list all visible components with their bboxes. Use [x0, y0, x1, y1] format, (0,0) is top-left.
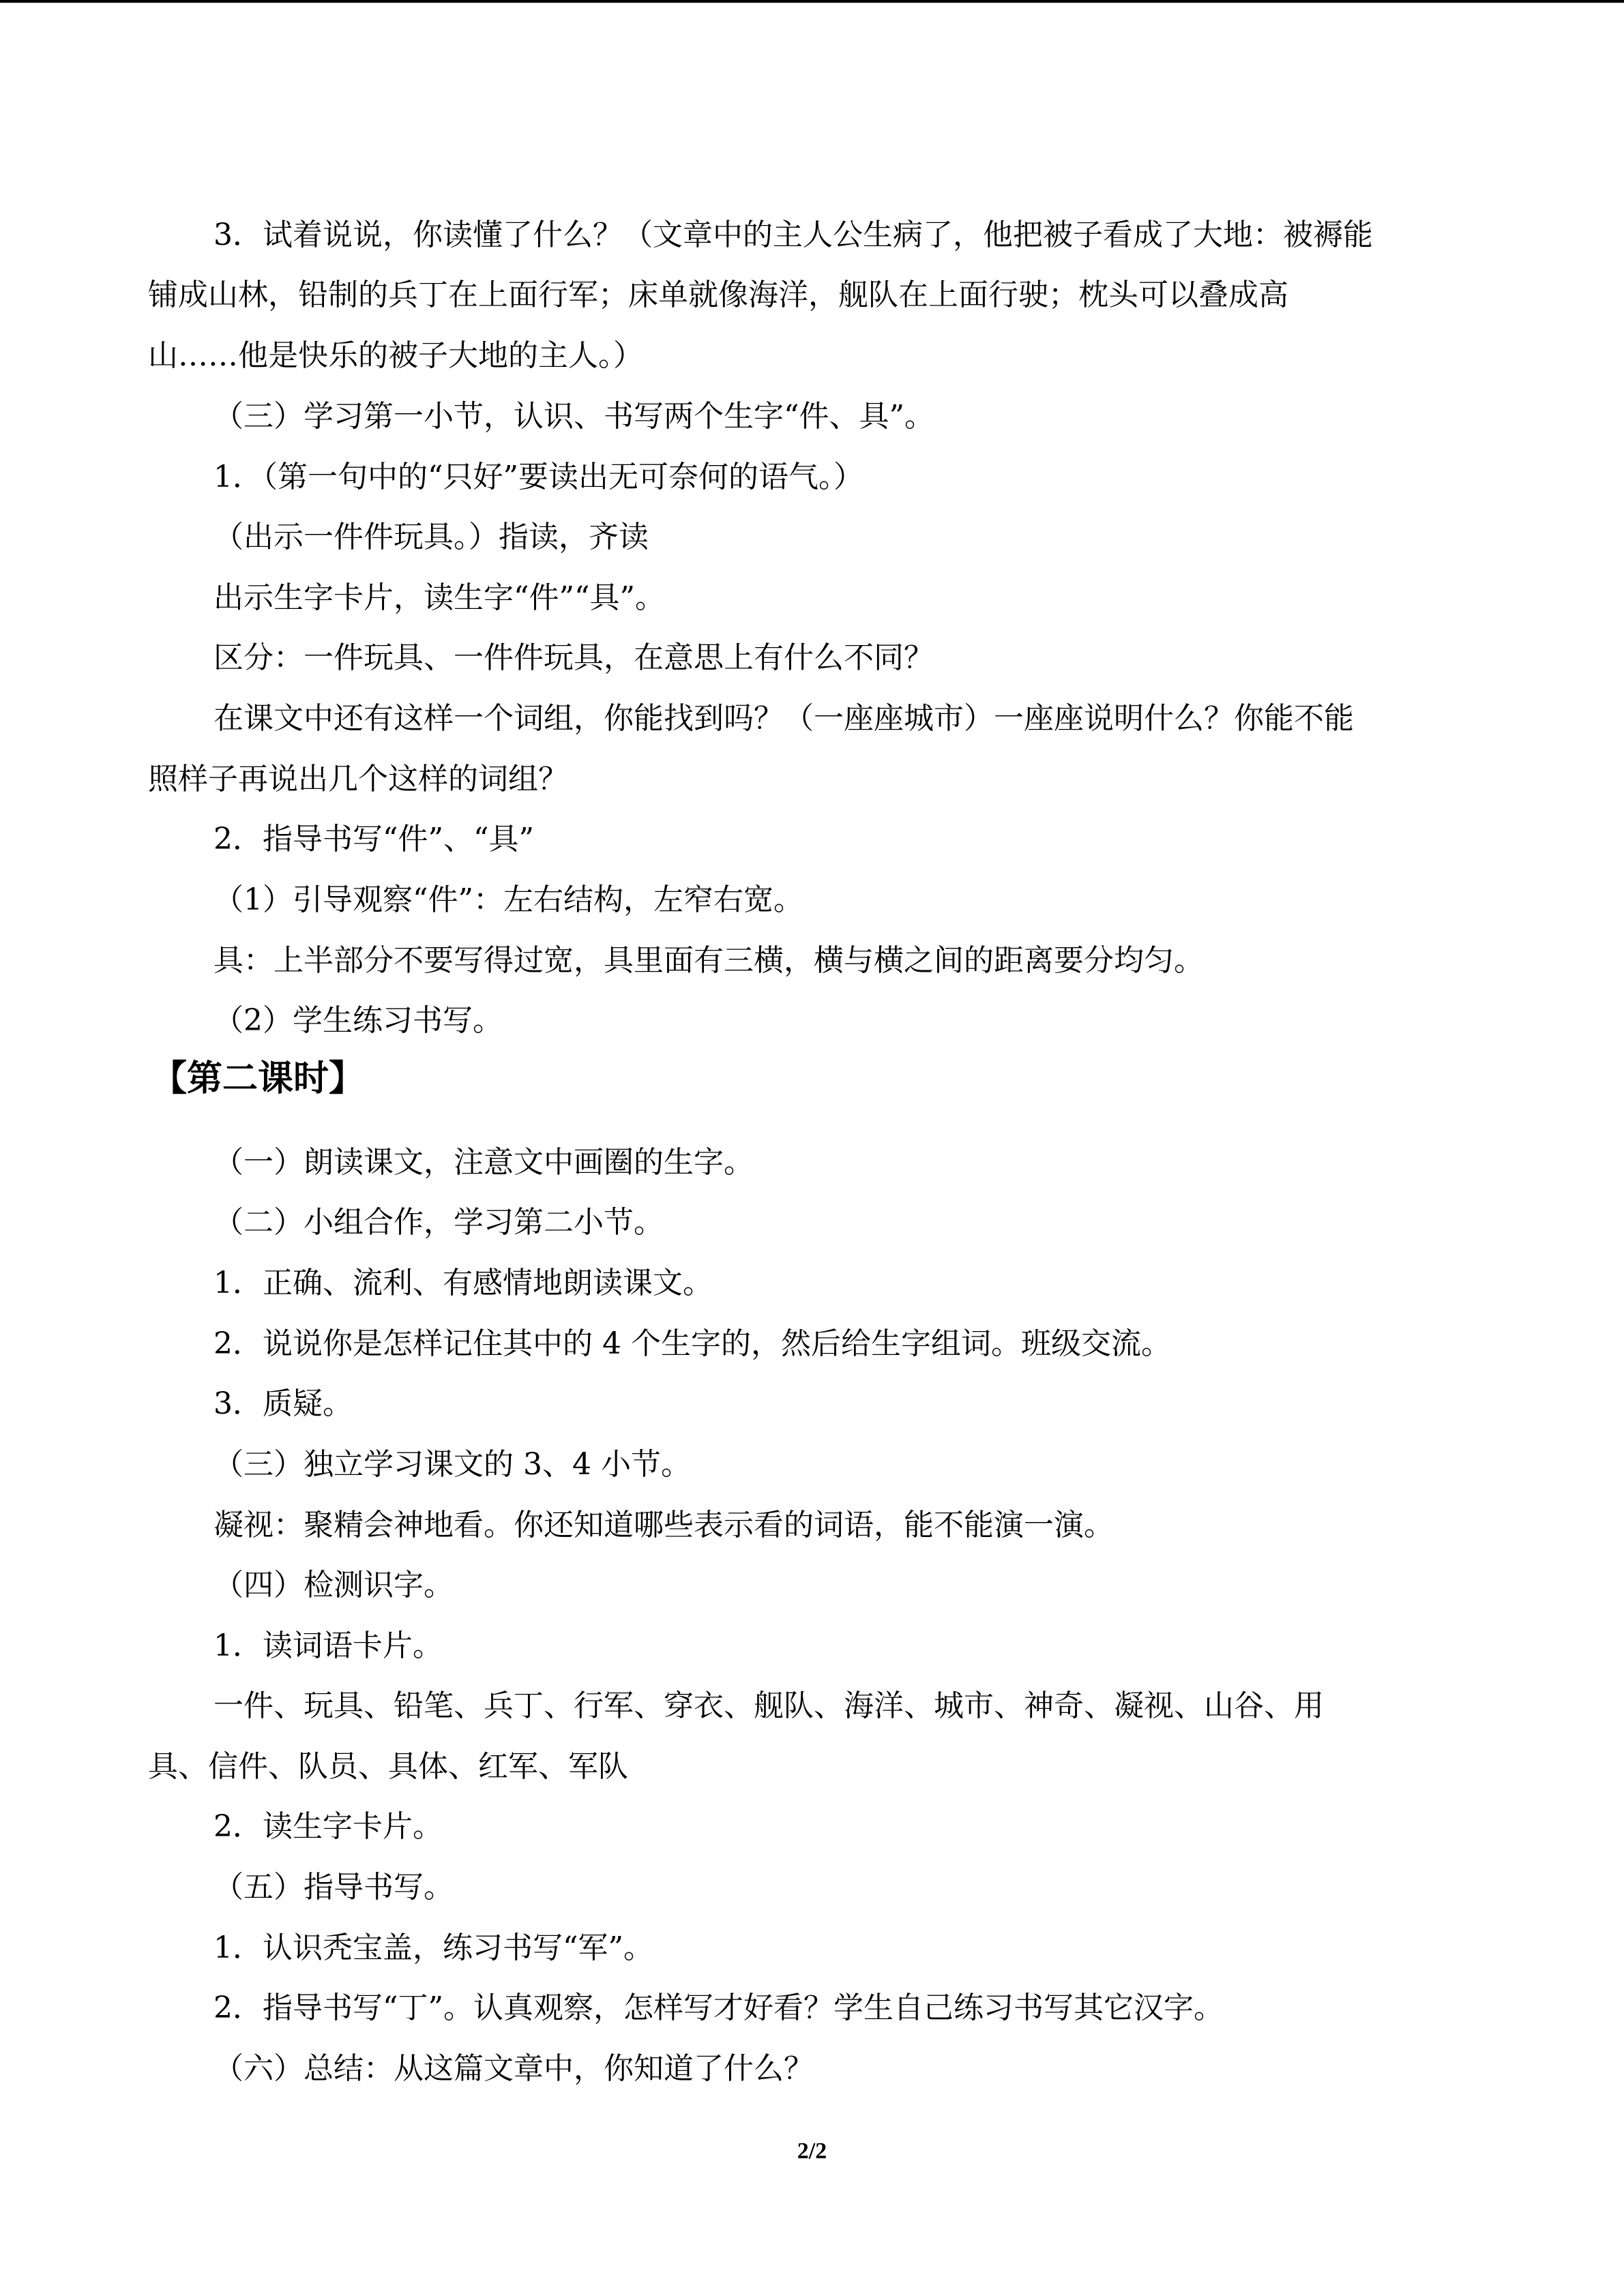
lesson-heading: 【第二课时】	[151, 1058, 365, 1099]
top-border-line	[0, 0, 1624, 3]
word-list-line: 一件、玩具、铅笔、兵丁、行军、穿衣、舰队、海洋、城市、神奇、凝视、山谷、用	[213, 1688, 1324, 1723]
section-title: （三）独立学习课文的 3、4 小节。	[213, 1447, 691, 1482]
paragraph-line: 2．指导书写“件”、“具”	[213, 822, 534, 856]
paragraph-line: （出示一件件玩具。）指读，齐读	[213, 520, 649, 554]
paragraph-line: 2．说说你是怎样记住其中的 4 个生字的，然后给生字组词。班级交流。	[213, 1326, 1171, 1361]
paragraph-line: 山……他是快乐的被子大地的主人。）	[148, 338, 643, 373]
paragraph-line: 3．质疑。	[213, 1386, 353, 1421]
paragraph-line: 1．正确、流利、有感情地朗读课文。	[213, 1266, 713, 1300]
paragraph-line: 凝视：聚精会神地看。你还知道哪些表示看的词语，能不能演一演。	[213, 1508, 1114, 1542]
section-title: （三）学习第一小节，认识、书写两个生字“件、具”。	[213, 399, 934, 434]
paragraph-line: 铺成山林，铅制的兵丁在上面行军；床单就像海洋，舰队在上面行驶；枕头可以叠成高	[148, 278, 1288, 312]
paragraph-line: 具：上半部分不要写得过宽，具里面有三横，横与横之间的距离要分均匀。	[213, 943, 1204, 978]
paragraph-line: 区分：一件玩具、一件件玩具，在意思上有什么不同？	[213, 640, 934, 675]
paragraph-line: 在课文中还有这样一个词组，你能找到吗？（一座座城市）一座座说明什么？你能不能	[213, 701, 1354, 736]
paragraph-line: 1．读词语卡片。	[213, 1628, 443, 1663]
section-title: （六）总结：从这篇文章中，你知道了什么？	[213, 2051, 814, 2086]
paragraph-line: 1．认识秃宝盖，练习书写“军”。	[213, 1930, 653, 1965]
section-title: （一）朗读课文，注意文中画圈的生字。	[213, 1145, 754, 1180]
paragraph-line: 1．（第一句中的“只好”要读出无可奈何的语气。）	[213, 460, 863, 494]
paragraph-line: （2）学生练习书写。	[213, 1003, 503, 1038]
paragraph-line: 2．读生字卡片。	[213, 1809, 443, 1844]
paragraph-line: 3．试着说说，你读懂了什么？（文章中的主人公生病了，他把被子看成了大地：被褥能	[213, 218, 1373, 252]
word-list-line: 具、信件、队员、具体、红军、军队	[148, 1749, 628, 1784]
paragraph-line: （1）引导观察“件”：左右结构，左窄右宽。	[213, 882, 803, 917]
paragraph-line: 2．指导书写“丁”。认真观察，怎样写才好看？学生自己练习书写其它汉字。	[213, 1991, 1224, 2025]
page-number: 2/2	[797, 2138, 827, 2164]
section-title: （五）指导书写。	[213, 1870, 454, 1905]
paragraph-line: 照样子再说出几个这样的词组？	[148, 762, 568, 796]
paragraph-line: 出示生字卡片，读生字“件”“具”。	[213, 580, 665, 615]
section-title: （四）检测识字。	[213, 1568, 454, 1602]
section-title: （二）小组合作，学习第二小节。	[213, 1205, 664, 1240]
